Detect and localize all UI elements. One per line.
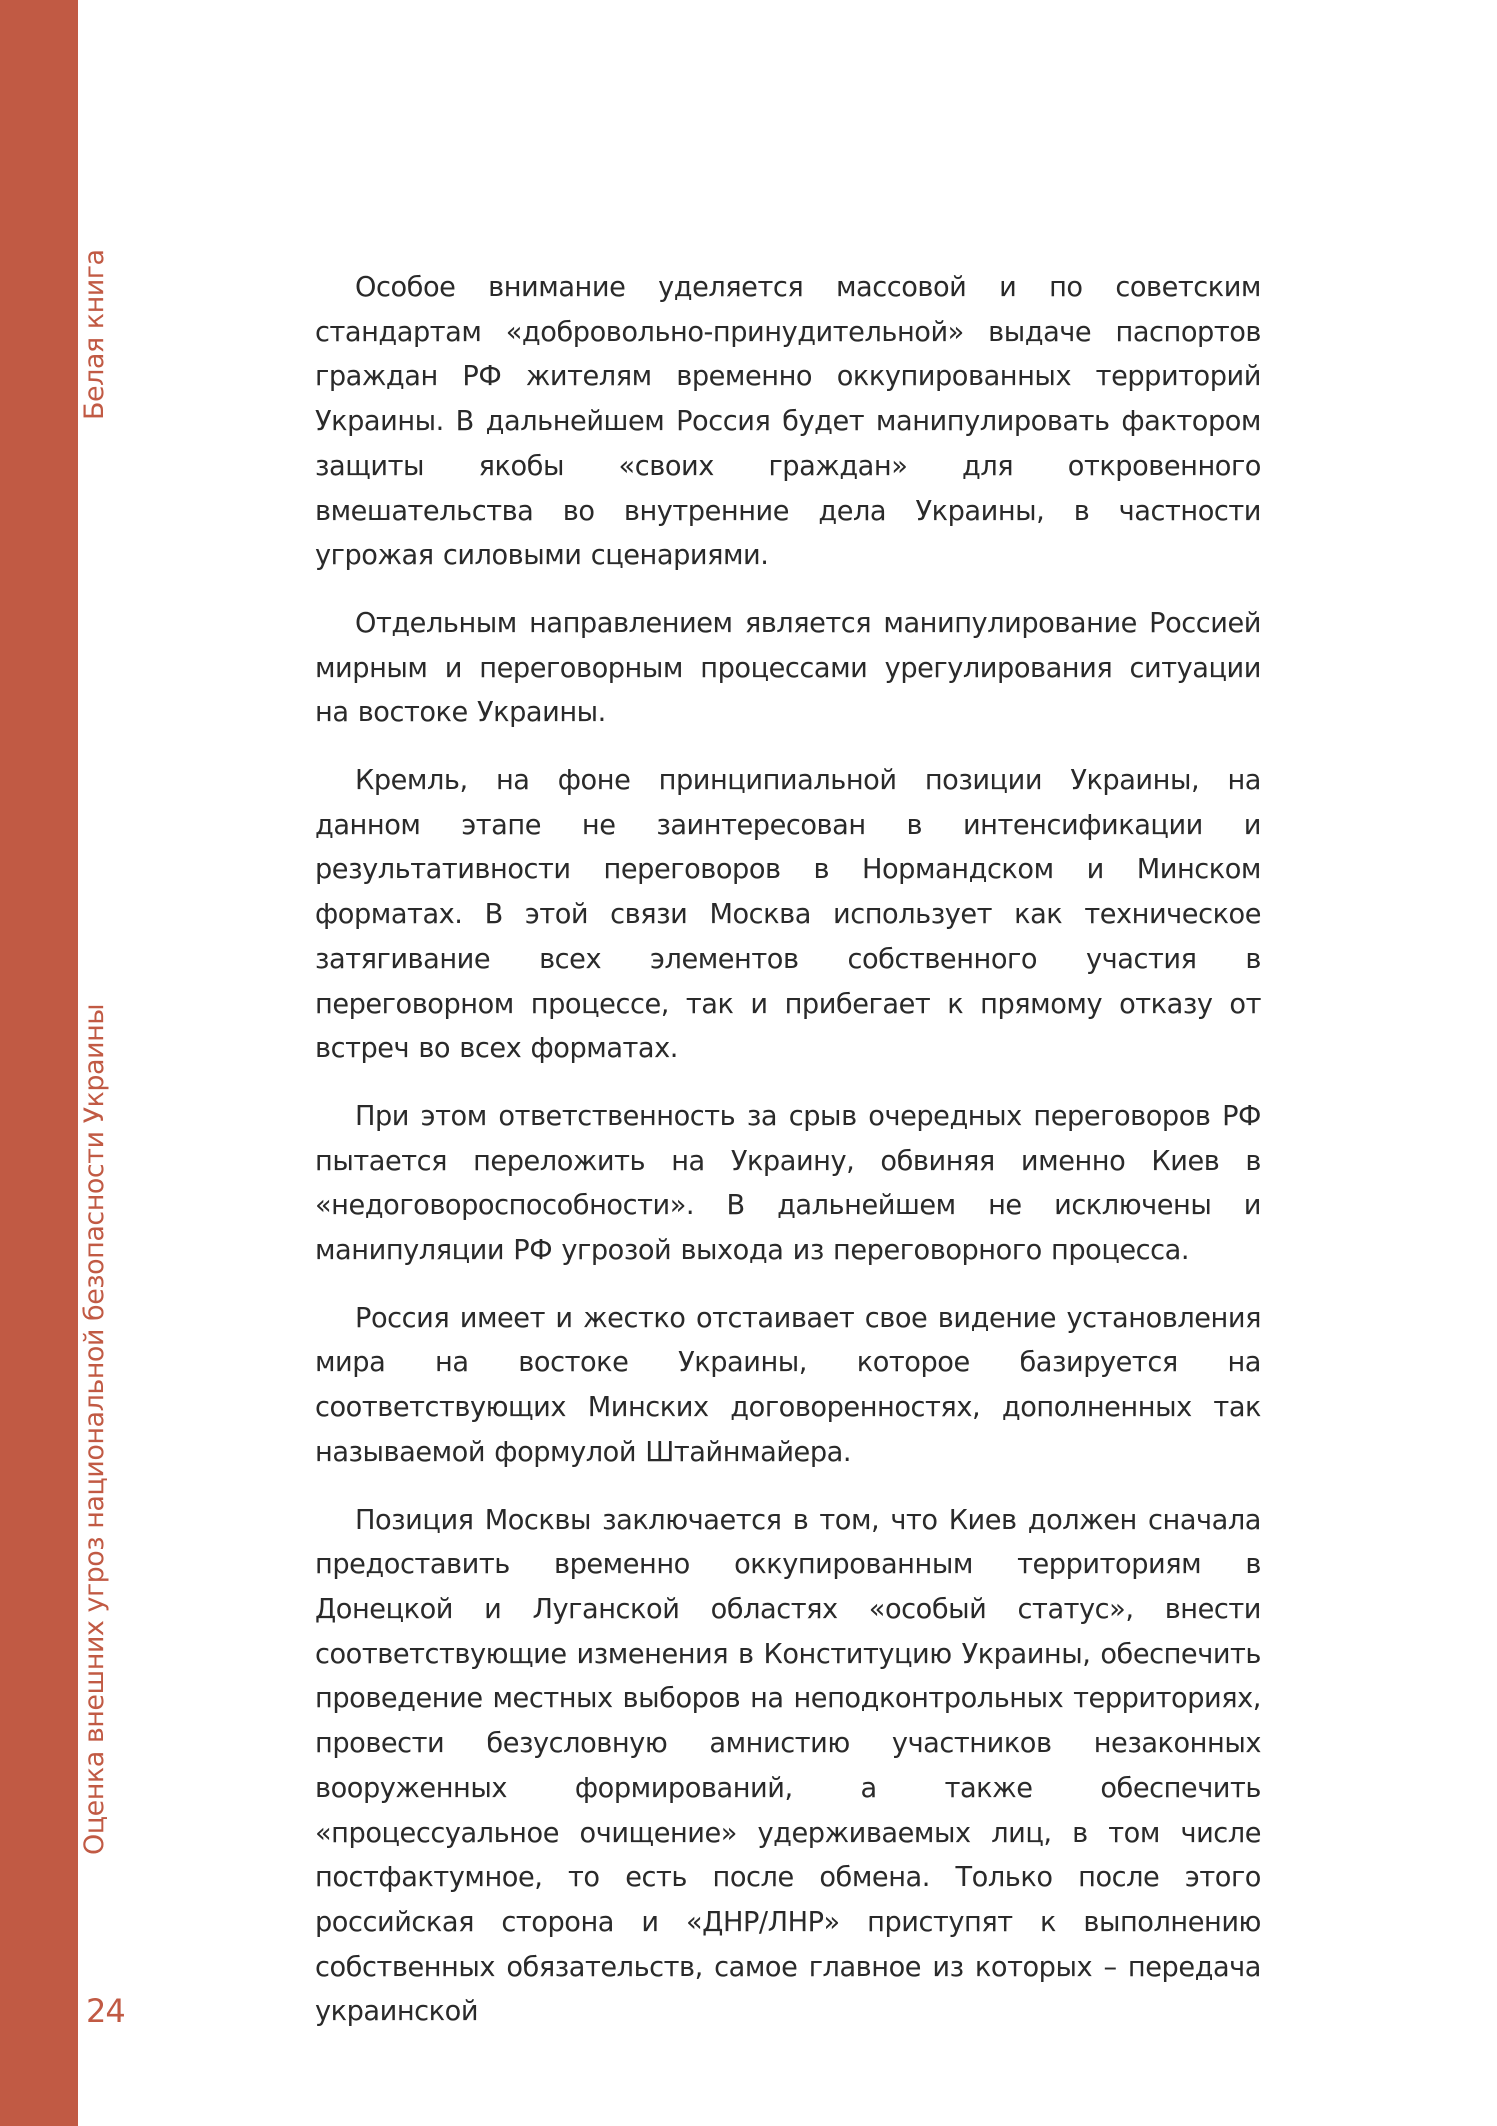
paragraph-1: Особое внимание уделяется массовой и по советским стандартам «добровольно-принудительной» выдаче паспортов граждан РФ жителям временно оккупированных территорий Украины. В дальнейшем Россия будет манипулировать фактором защиты якобы «своих граждан» для откровенного вмешательства во внутренние дела Украины, в частности угрожая силовыми сценариями. — [315, 272, 1261, 572]
paragraph-2: Отдельным направлением является манипулирование Россией мирным и переговорным процессами урегулирования ситуации на востоке Украины. — [315, 607, 1261, 729]
page-number: 24 — [86, 1992, 125, 2030]
main-text — [315, 266, 1261, 2058]
side-accent-bar — [0, 0, 78, 2126]
paragraph-6: Позиция Москвы заключается в том, что Киев должен сначала предоставить временно оккупированным территориям в Донецкой и Луганской областях «особый статус», внести соответствующие изменения в Конституцию Украины, обеспечить проведение местных выборов на неподконтрольных территориях, провести безусловную амнистию участников незаконных вооруженных формирований, а также обеспечить «процессуальное очищение» удерживаемых лиц, в том числе постфактумное, то есть после обмена. Только после этого российская сторона и «ДНР/ЛНР» приступят к выполнению собственных обязательств, самое главное из которых – передача украинской — [315, 1504, 1261, 2028]
paragraph-5: Россия имеет и жестко отстаивает свое видение установления мира на востоке Украины, которое базируется на соответствующих Минских договоренностях, дополненных так называемой формулой Штайнмайера. — [315, 1302, 1261, 1468]
paragraph-3: Кремль, на фоне принципиальной позиции Украины, на данном этапе не заинтересован в интенсификации и результативности переговоров в Нормандском и Минском форматах. В этой связи Москва использует как техническое затягивание всех элементов собственного участия в переговорном процессе, так и прибегает к прямому отказу от встреч во всех форматах. — [315, 765, 1261, 1065]
running-subtitle: Оценка внешних угроз национальной безопасности Украины — [79, 1003, 110, 1855]
running-title: Белая книга — [79, 249, 110, 420]
paragraph-4: При этом ответственность за срыв очередных переговоров РФ пытается переложить на Украину, обвиняя именно Киев в «недоговороспособности». В дальнейшем не исключены и манипуляции РФ угрозой выхода из переговорного процесса. — [315, 1100, 1261, 1267]
